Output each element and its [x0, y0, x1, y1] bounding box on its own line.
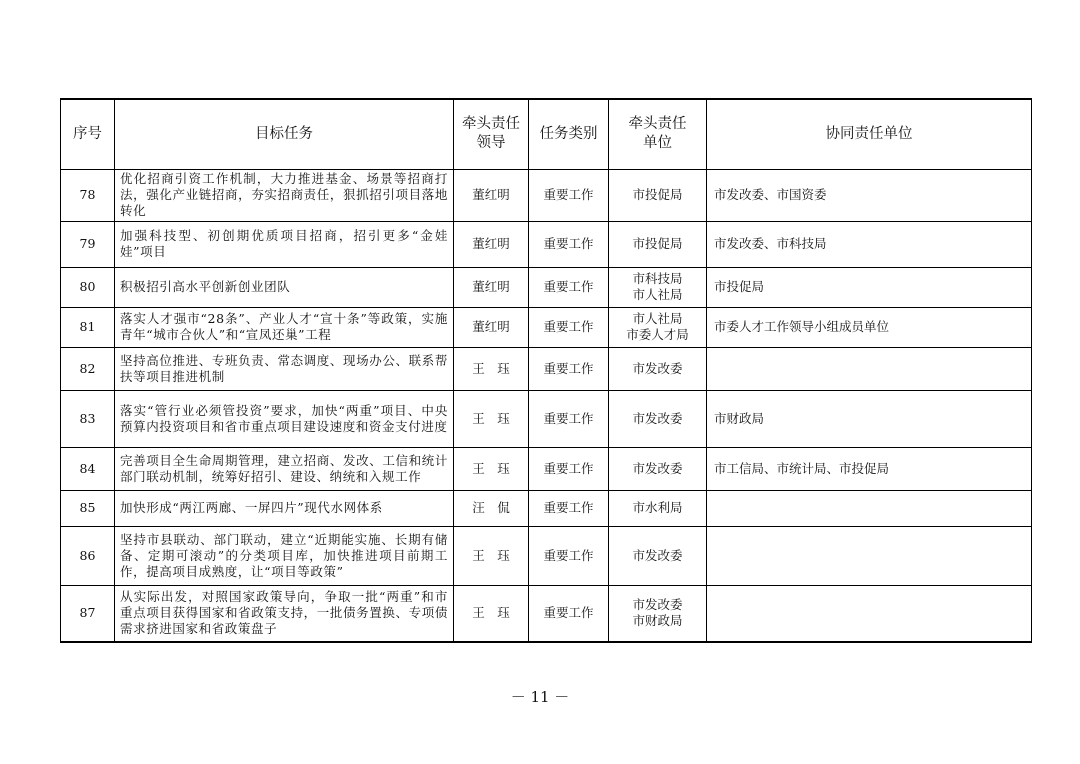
unit-line: 市发改委	[632, 597, 683, 613]
cell-no: 87	[61, 585, 115, 642]
cell-task: 落实人才强市“28条”、产业人才“宣十条”等政策，实施青年“城市合伙人”和“宣凤还巢”工程	[115, 307, 454, 347]
cell-task: 坚持高位推进、专班负责、常态调度、现场办公、联系帮扶等项目推进机制	[115, 347, 454, 390]
cell-unit	[609, 221, 707, 267]
page-number: － 11 －	[510, 688, 570, 706]
unit-line: 市发改委	[632, 410, 683, 426]
unit-line: 市发改委	[632, 460, 683, 476]
cell-category: 重要工作	[529, 169, 609, 221]
cell-no: 86	[61, 526, 115, 585]
unit-line: 市科技局	[632, 271, 683, 286]
unit-line: 市人社局	[632, 311, 683, 326]
table-row	[61, 221, 1032, 267]
cell-unit	[609, 490, 707, 526]
header-task: 目标任务	[115, 99, 454, 169]
cell-no: 84	[61, 447, 115, 490]
cell-task: 从实际出发，对照国家政策导向，争取一批“两重”和市重点项目获得国家和省政策支持，一批债务置换、专项债需求挤进国家和省政策盘子	[115, 585, 454, 642]
cell-coop: 市委人才工作领导小组成员单位	[707, 307, 1032, 347]
header-coop: 协同责任单位	[707, 99, 1032, 169]
unit-line: 市委人才局	[626, 327, 689, 342]
cell-task: 加快形成“两江两廊、一屏四片”现代水网体系	[115, 490, 454, 526]
header-unit	[609, 99, 707, 169]
table-row	[61, 490, 1032, 526]
cell-category: 重要工作	[529, 267, 609, 307]
cell-task: 积极招引高水平创新创业团队	[115, 267, 454, 307]
table-row	[61, 267, 1032, 307]
header-leader-line2: 领导	[476, 135, 506, 152]
header-leader-line1: 牵头责任	[462, 116, 520, 133]
cell-coop: 市发改委、市科技局	[707, 221, 1032, 267]
cell-category: 重要工作	[529, 585, 609, 642]
cell-unit	[609, 585, 707, 642]
cell-coop	[707, 347, 1032, 390]
table-row	[61, 585, 1032, 642]
cell-coop	[707, 526, 1032, 585]
cell-task: 加强科技型、初创期优质项目招商，招引更多“金娃娃”项目	[115, 221, 454, 267]
header-unit-line1: 牵头责任	[628, 116, 687, 133]
cell-leader: 董红明	[454, 267, 529, 307]
unit-line: 市发改委	[632, 547, 683, 563]
cell-coop: 市投促局	[707, 267, 1032, 307]
table-row	[61, 169, 1032, 221]
cell-coop: 市发改委、市国资委	[707, 169, 1032, 221]
cell-category: 重要工作	[529, 390, 609, 447]
header-no: 序号	[61, 99, 115, 169]
cell-leader: 王 珏	[454, 526, 529, 585]
table-row	[61, 390, 1032, 447]
unit-line: 市水利局	[632, 500, 683, 515]
cell-category: 重要工作	[529, 490, 609, 526]
cell-no: 78	[61, 169, 115, 221]
cell-no: 85	[61, 490, 115, 526]
cell-category: 重要工作	[529, 447, 609, 490]
unit-line: 市发改委	[632, 360, 683, 376]
table-row	[61, 307, 1032, 347]
cell-unit	[609, 267, 707, 307]
cell-leader: 王 珏	[454, 447, 529, 490]
task-table-wrapper	[60, 98, 1031, 643]
unit-line: 市财政局	[632, 613, 683, 629]
cell-unit	[609, 526, 707, 585]
cell-no: 80	[61, 267, 115, 307]
cell-coop: 市工信局、市统计局、市投促局	[707, 447, 1032, 490]
cell-unit	[609, 390, 707, 447]
cell-leader: 董红明	[454, 169, 529, 221]
cell-leader: 王 珏	[454, 347, 529, 390]
cell-category: 重要工作	[529, 347, 609, 390]
table-row	[61, 526, 1032, 585]
cell-leader: 汪 侃	[454, 490, 529, 526]
cell-leader: 王 珏	[454, 585, 529, 642]
header-unit-line2: 单位	[643, 135, 672, 152]
cell-no: 82	[61, 347, 115, 390]
cell-no: 81	[61, 307, 115, 347]
cell-leader: 董红明	[454, 307, 529, 347]
unit-line: 市人社局	[632, 287, 683, 302]
cell-category: 重要工作	[529, 221, 609, 267]
cell-no: 83	[61, 390, 115, 447]
cell-coop	[707, 585, 1032, 642]
cell-task: 坚持市县联动、部门联动，建立“近期能实施、长期有储备、定期可滚动”的分类项目库，加快推进项目前期工作，提高项目成熟度，让“项目等政策”	[115, 526, 454, 585]
cell-leader: 王 珏	[454, 390, 529, 447]
cell-category: 重要工作	[529, 307, 609, 347]
header-category: 任务类别	[529, 99, 609, 169]
cell-task: 完善项目全生命周期管理，建立招商、发改、工信和统计部门联动机制，统筹好招引、建设、纳统和入规工作	[115, 447, 454, 490]
cell-unit	[609, 447, 707, 490]
cell-task: 优化招商引资工作机制，大力推进基金、场景等招商打法，强化产业链招商，夯实招商责任，狠抓招引项目落地转化	[115, 169, 454, 221]
table-row	[61, 447, 1032, 490]
cell-leader: 董红明	[454, 221, 529, 267]
cell-unit	[609, 307, 707, 347]
cell-no: 79	[61, 221, 115, 267]
cell-category: 重要工作	[529, 526, 609, 585]
table-header-row	[61, 99, 1032, 169]
unit-line: 市投促局	[632, 187, 683, 202]
task-table	[60, 98, 1032, 643]
unit-line: 市投促局	[632, 236, 683, 251]
table-row	[61, 347, 1032, 390]
cell-task: 落实“管行业必须管投资”要求，加快“两重”项目、中央预算内投资项目和省市重点项目建设速度和资金支付进度	[115, 390, 454, 447]
cell-unit	[609, 169, 707, 221]
cell-coop: 市财政局	[707, 390, 1032, 447]
cell-unit	[609, 347, 707, 390]
header-leader	[454, 99, 529, 169]
cell-coop	[707, 490, 1032, 526]
